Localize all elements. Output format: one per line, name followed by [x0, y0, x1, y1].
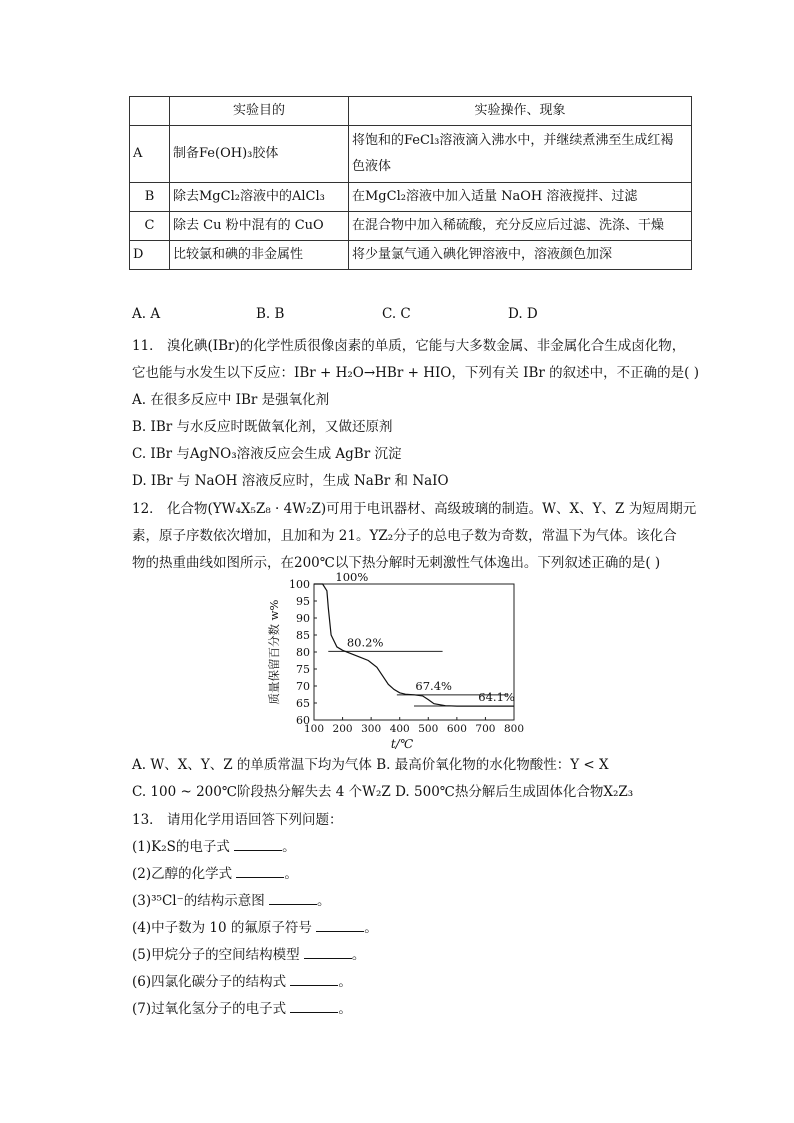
q13-item: [132, 835, 296, 855]
q13-item-end: 。: [338, 974, 352, 990]
answer-blank[interactable]: [304, 946, 352, 959]
q13-item-text: (7)过氧化氢分子的电子式: [132, 1001, 291, 1017]
q13-item-text: (2)乙醇的化学式: [132, 866, 237, 882]
answer-blank[interactable]: [316, 919, 364, 932]
q13-item-end: 。: [282, 839, 296, 855]
x-tick-label: 700: [475, 723, 496, 735]
q13-item-end: 。: [317, 893, 331, 909]
table-row: [130, 241, 692, 270]
row-operation: 在混合物中加入稀硫酸，充分反应后过滤、洗涤、干燥: [349, 212, 692, 241]
data-label: 64.1%: [478, 690, 515, 705]
q13-item-end: 。: [351, 947, 366, 963]
q13-item: [132, 916, 378, 936]
y-tick-label: 90: [296, 612, 310, 625]
row-label: A: [130, 126, 170, 183]
y-tick-label: 80: [296, 646, 310, 659]
row-operation-line: 将饱和的FeCl₃溶液滴入沸水中，并继续煮沸至生成红褐: [352, 133, 674, 148]
q13-item: [132, 997, 352, 1017]
q12-stem-line: 物的热重曲线如图所示，在200℃以下热分解时无刺激性气体逸出。下列叙述正确的是( ): [132, 555, 661, 571]
x-tick-label: 200: [332, 723, 353, 735]
answer-blank[interactable]: [234, 838, 282, 851]
q11-option-a: A. 在很多反应中 IBr 是强氧化剂: [132, 392, 330, 408]
table-header-blank: [130, 97, 170, 126]
row-operation-line: 色液体: [352, 159, 392, 174]
data-label: 100%: [335, 570, 369, 584]
x-tick-label: 300: [361, 723, 382, 735]
q13-item-text: (6)四氯化碳分子的结构式: [132, 974, 291, 990]
row-label: B: [130, 183, 170, 212]
y-axis-label: 质量保留百分数 w%: [267, 599, 281, 705]
table-header-operation: 实验操作、现象: [349, 97, 692, 126]
y-tick-label: 65: [296, 697, 310, 710]
experiment-table: [129, 96, 692, 270]
row-purpose: 比较氯和碘的非金属性: [170, 241, 349, 270]
q13-item: [132, 862, 298, 882]
answer-blank[interactable]: [290, 1000, 338, 1013]
answer-blank[interactable]: [236, 865, 284, 878]
row-label: C: [130, 212, 170, 241]
answer-blank[interactable]: [269, 892, 317, 905]
q11-option-b: B. IBr 与水反应时既做氧化剂，又做还原剂: [132, 419, 393, 435]
table-row: [130, 126, 692, 183]
q13-item-end: 。: [284, 866, 298, 882]
q13-item-text: (4)中子数为 10 的氟原子符号: [132, 920, 317, 936]
y-tick-label: 85: [296, 629, 310, 642]
q13-item: [132, 889, 331, 909]
q13-item: [132, 970, 352, 990]
table-header-purpose: 实验目的: [170, 97, 349, 126]
q13-item-end: 。: [364, 920, 378, 936]
y-tick-label: 60: [296, 714, 310, 727]
q13-item-end: 。: [338, 1001, 352, 1017]
q12-stem-line: 素，原子序数依次增加，且加和为 21。YZ₂分子的总电子数为奇数，常温下为气体。该化合: [132, 528, 677, 544]
q10-option-a: A. A: [132, 306, 161, 322]
x-tick-label: 800: [503, 723, 525, 735]
answer-blank[interactable]: [290, 973, 338, 986]
y-tick-label: 75: [296, 663, 310, 676]
thermogravimetric-chart: [262, 570, 532, 752]
q13-item-text: (5)甲烷分子的空间结构模型: [132, 947, 304, 963]
q13-item: [132, 943, 365, 963]
q13-title: 13． 请用化学用语回答下列问题：: [132, 812, 343, 828]
q13-item-text: (3)³⁵Cl⁻的结构示意图: [132, 893, 270, 909]
q13-item-text: (1)K₂S的电子式: [132, 839, 235, 855]
data-label: 67.4%: [415, 678, 452, 693]
row-purpose: 制备Fe(OH)₃胶体: [170, 126, 349, 183]
q10-option-b: B. B: [256, 306, 285, 322]
x-axis-label: t/℃: [390, 737, 414, 751]
tg-curve: [314, 584, 514, 706]
x-tick-label: 100: [303, 723, 325, 735]
q10-option-c: C. C: [382, 306, 411, 322]
q10-option-d: D. D: [508, 306, 538, 322]
row-operation: 将少量氯气通入碘化钾溶液中，溶液颜色加深: [349, 241, 692, 270]
q11-option-c: C. IBr 与AgNO₃溶液反应会生成 AgBr 沉淀: [132, 446, 402, 462]
x-tick-label: 500: [418, 723, 439, 735]
x-tick-label: 600: [446, 723, 467, 735]
table-row: [130, 212, 692, 241]
y-tick-label: 100: [289, 578, 310, 591]
y-tick-label: 70: [296, 680, 310, 693]
row-purpose: 除去MgCl₂溶液中的AlCl₃: [170, 183, 349, 212]
q12-options-line: A. W、X、Y、Z 的单质常温下均为气体 B. 最高价氧化物的水化物酸性：Y < X: [132, 757, 609, 773]
row-operation: [349, 126, 692, 183]
table-row: [130, 183, 692, 212]
q12-options-line: C. 100 ~ 200℃阶段热分解失去 4 个W₂Z D. 500℃热分解后生成固体化合物X₂Z₃: [132, 784, 634, 800]
q12-stem-line: 12． 化合物(YW₄X₅Z₈ · 4W₂Z)可用于电讯器材、高级玻璃的制造。W、X、Y、Z 为短周期元: [132, 501, 697, 517]
row-label: D: [130, 241, 170, 270]
row-operation: 在MgCl₂溶液中加入适量 NaOH 溶液搅拌、过滤: [349, 183, 692, 212]
y-tick-label: 95: [296, 595, 310, 608]
q11-stem-line: 它也能与水发生以下反应：IBr + H₂O→HBr + HIO，下列有关 IBr 的叙述中，不正确的是( ): [132, 365, 699, 381]
q11-stem-line: 11． 溴化碘(IBr)的化学性质很像卤素的单质，它能与大多数金属、非金属化合生成卤化物，: [132, 338, 686, 354]
data-label: 80.2%: [346, 635, 384, 650]
table-header-row: [130, 97, 692, 126]
q11-option-d: D. IBr 与 NaOH 溶液反应时，生成 NaBr 和 NaIO: [132, 473, 449, 489]
row-purpose: 除去 Cu 粉中混有的 CuO: [170, 212, 349, 241]
x-tick-label: 400: [389, 723, 410, 735]
